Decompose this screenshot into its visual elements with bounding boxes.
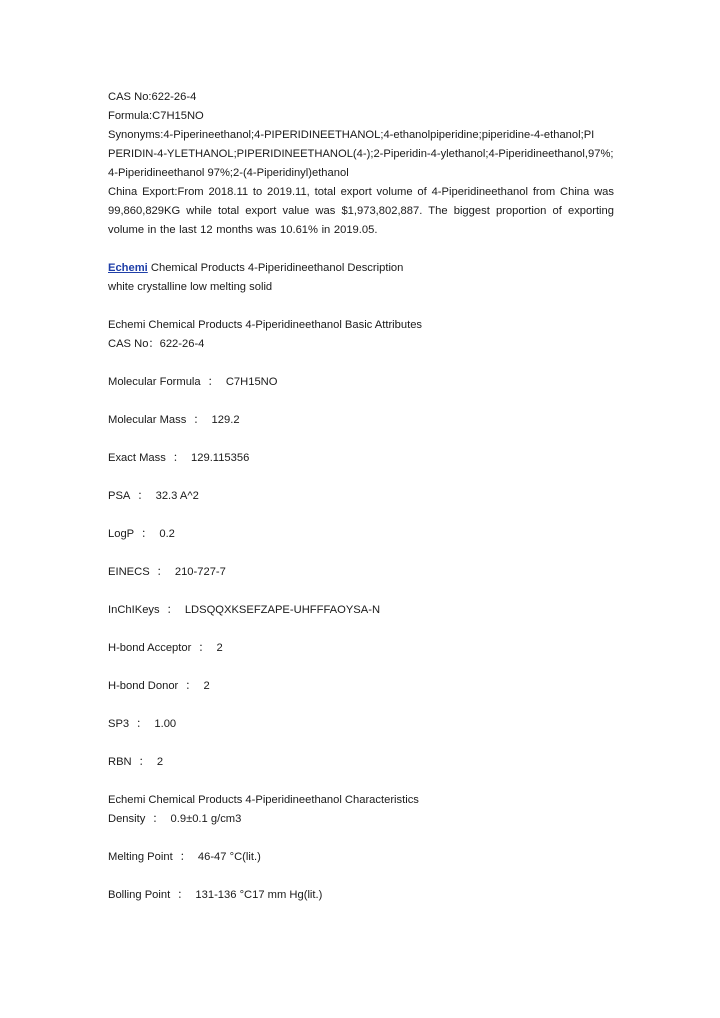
attr-cas [108,335,614,354]
export-paragraph: China Export:From 2018.11 to 2019.11, total export volume of 4-Piperidineethanol from China was 99,860,829KG while total export value was $1,973,802,887. The biggest proportion of exporting volume in the last 12 months was 10.61% in 2019.05. [108,186,614,236]
attr-row [108,411,614,430]
description-text: white crystalline low melting solid [108,281,273,293]
char-attr-label: Bolling Point [108,889,171,901]
attr-label: RBN [108,756,132,768]
attr-label: PSA [108,490,131,502]
attr-row [108,373,614,392]
attr-separator: ： [141,528,153,540]
char-attr-row [108,848,614,867]
attr-density-sep: ： [152,813,164,825]
attr-label: Exact Mass [108,452,166,464]
attr-value: 1.00 [154,718,177,730]
attr-value: 210-727-7 [174,566,226,578]
attr-value: LDSQQXKSEFZAPE-UHFFFAOYSA-N [184,604,381,616]
attr-label: H-bond Donor [108,680,179,692]
attr-label: SP3 [108,718,130,730]
attr-label: InChIKeys [108,604,160,616]
attr-value: 0.2 [159,528,175,540]
echemi-link[interactable]: Echemi [108,262,148,274]
attr-separator: ： [166,604,178,616]
attr-value: 32.3 A^2 [155,490,199,502]
attr-row [108,639,614,658]
attr-density [108,810,614,829]
attr-label: LogP [108,528,135,540]
attr-cas-value: 622-26-4 [159,338,205,350]
attr-row [108,563,614,582]
attr-separator: ： [138,756,150,768]
char-attr-value: 131-136 °C17 mm Hg(lit.) [195,889,323,901]
attr-separator: ： [137,490,149,502]
attr-row [108,487,614,506]
attr-value: C7H15NO [225,376,278,388]
char-attr-separator: ： [177,889,189,901]
cas-number: CAS No:622-26-4 [108,91,197,103]
attr-value: 129.115356 [191,452,250,464]
description-heading [108,259,614,278]
attr-label: Molecular Formula [108,376,201,388]
synonyms-line-1: Synonyms:4-Piperineethanol;4-PIPERIDINEETHANOL;4-ethanolpiperidine;piperidine-4-ethanol;PI [108,129,595,141]
attr-separator: ： [207,376,219,388]
attr-separator: ： [193,414,205,426]
attr-row [108,601,614,620]
attr-value: 2 [216,642,223,654]
formula: Formula:C7H15NO [108,110,204,122]
char-attr-row [108,886,614,905]
attr-value: 2 [203,680,210,692]
attr-label: Molecular Mass [108,414,187,426]
synonyms-line-3: 4-Piperidineethanol 97%;2-(4-Piperidinyl)ethanol [108,167,349,179]
char-attr-label: Melting Point [108,851,173,863]
attr-separator: ： [172,452,185,464]
attr-separator: ： [156,566,168,578]
synonyms-line-2: PERIDIN-4-YLETHANOL;PIPERIDINEETHANOL(4-);2-Piperidin-4-ylethanol;4-Piperidineethanol,97%; [108,148,614,160]
characteristics-heading: Echemi Chemical Products 4-Piperidineethanol Characteristics [108,794,419,806]
attr-label: EINECS [108,566,150,578]
char-attr-separator: ： [179,851,191,863]
attr-label: H-bond Acceptor [108,642,192,654]
attr-separator: ： [198,642,210,654]
attr-row [108,677,614,696]
attr-row [108,449,614,468]
char-attr-value: 46-47 °C(lit.) [197,851,261,863]
basic-attributes-heading: Echemi Chemical Products 4-Piperidineethanol Basic Attributes [108,319,423,331]
attr-row [108,715,614,734]
description-heading-text: Chemical Products 4-Piperidineethanol Description [147,262,404,274]
attr-cas-label: CAS No： [108,338,160,350]
attr-row [108,525,614,544]
attr-separator: ： [136,718,148,730]
document-body [108,88,614,924]
attr-density-value: 0.9±0.1 g/cm3 [170,813,242,825]
attr-density-label: Density [108,813,146,825]
attr-value: 129.2 [211,414,240,426]
attr-value: 2 [156,756,164,768]
attr-separator: ： [185,680,197,692]
basic-attributes-list [108,373,614,772]
attr-row [108,753,614,772]
characteristics-list [108,848,614,905]
